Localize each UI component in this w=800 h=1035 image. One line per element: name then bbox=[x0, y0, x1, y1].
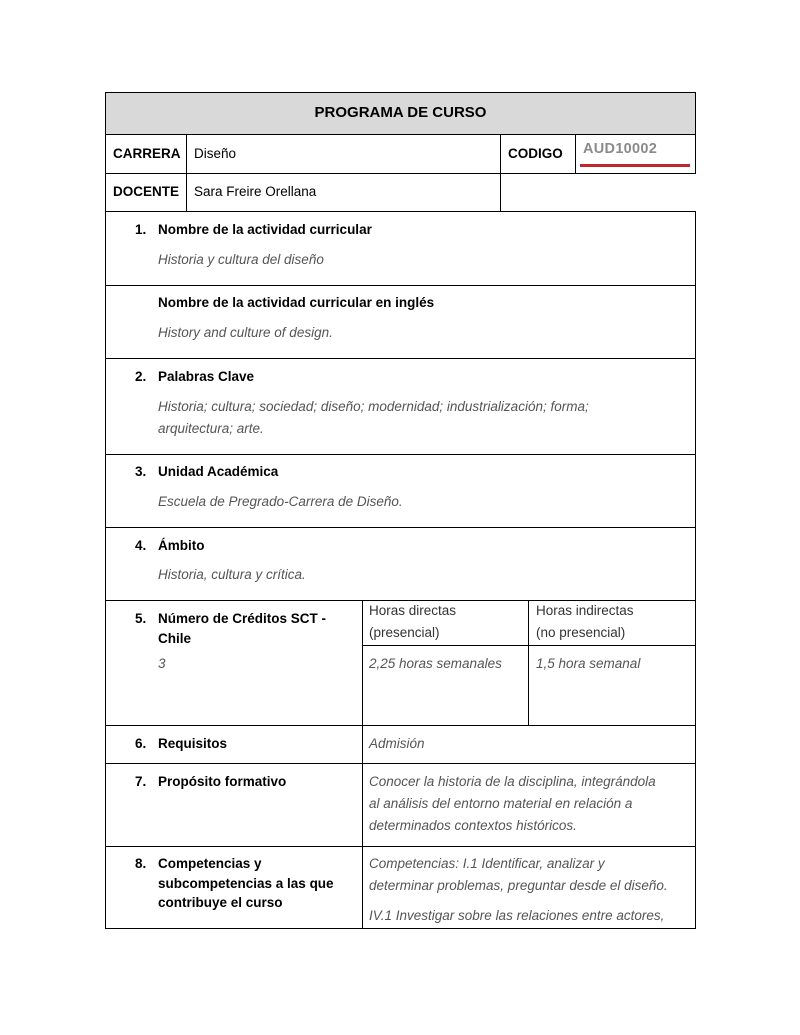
section-4-number: 4. bbox=[135, 538, 147, 553]
section-2-number: 2. bbox=[135, 369, 147, 384]
carrera-label: CARRERA bbox=[113, 146, 181, 161]
codigo-underline bbox=[580, 164, 690, 167]
section-7-value-line2: al análisis del entorno material en relación a bbox=[369, 796, 633, 811]
section-7-number: 7. bbox=[135, 774, 147, 789]
section-5-direct-header-line2: (presencial) bbox=[369, 625, 440, 640]
section-3-number: 3. bbox=[135, 464, 147, 479]
section-1b-value: History and culture of design. bbox=[158, 325, 333, 340]
section-5-direct-value: 2,25 horas semanales bbox=[369, 656, 502, 671]
section-8-title-line2: subcompetencias a las que bbox=[158, 876, 334, 891]
codigo-value: AUD10002 bbox=[583, 141, 658, 157]
section-6-number: 6. bbox=[135, 736, 147, 751]
section-2-value-line2: arquitectura; arte. bbox=[158, 421, 264, 436]
section-2-title: Palabras Clave bbox=[158, 369, 255, 384]
section-8-number: 8. bbox=[135, 856, 147, 871]
section-5-indirect-header-line2: (no presencial) bbox=[536, 625, 626, 640]
section-5-title-line1: Número de Créditos SCT - bbox=[158, 611, 327, 626]
section-5-indirect-header-line1: Horas indirectas bbox=[536, 603, 634, 618]
section-4-title: Ámbito bbox=[158, 538, 205, 553]
section-5-value: 3 bbox=[158, 656, 166, 671]
section-3-title: Unidad Académica bbox=[158, 464, 279, 479]
section-5-indirect-value: 1,5 hora semanal bbox=[536, 656, 641, 671]
docente-label: DOCENTE bbox=[113, 184, 180, 199]
section-8-value-line1: Competencias: I.1 Identificar, analizar y bbox=[369, 856, 605, 871]
page-title: PROGRAMA DE CURSO bbox=[314, 104, 487, 121]
section-4-value: Historia, cultura y crítica. bbox=[158, 567, 306, 582]
section-8-value-line2: determinar problemas, preguntar desde el diseño. bbox=[369, 878, 668, 893]
section-1-value: Historia y cultura del diseño bbox=[158, 252, 324, 267]
section-5-number: 5. bbox=[135, 611, 147, 626]
docente-value: Sara Freire Orellana bbox=[194, 184, 317, 199]
carrera-value: Diseño bbox=[194, 146, 237, 161]
section-6-title: Requisitos bbox=[158, 736, 228, 751]
codigo-label: CODIGO bbox=[508, 146, 563, 161]
section-2-value-line1: Historia; cultura; sociedad; diseño; modernidad; industrialización; forma; bbox=[158, 399, 589, 414]
section-7-title: Propósito formativo bbox=[158, 774, 287, 789]
section-1-number: 1. bbox=[135, 222, 147, 237]
section-7-value-line3: determinados contextos históricos. bbox=[369, 818, 577, 833]
section-1b-title: Nombre de la actividad curricular en inglés bbox=[158, 295, 435, 310]
section-7-value-line1: Conocer la historia de la disciplina, integrándola bbox=[369, 774, 656, 789]
section-8-value-line3: IV.1 Investigar sobre las relaciones entre actores, bbox=[369, 908, 665, 923]
section-5-title-line2: Chile bbox=[158, 631, 192, 646]
section-5-direct-header-line1: Horas directas bbox=[369, 603, 457, 618]
section-3-value: Escuela de Pregrado-Carrera de Diseño. bbox=[158, 494, 403, 509]
section-6-value: Admisión bbox=[369, 736, 425, 751]
section-1-title: Nombre de la actividad curricular bbox=[158, 222, 372, 237]
section-8-title-line1: Competencias y bbox=[158, 856, 262, 871]
section-8-title-line3: contribuye el curso bbox=[158, 895, 283, 910]
